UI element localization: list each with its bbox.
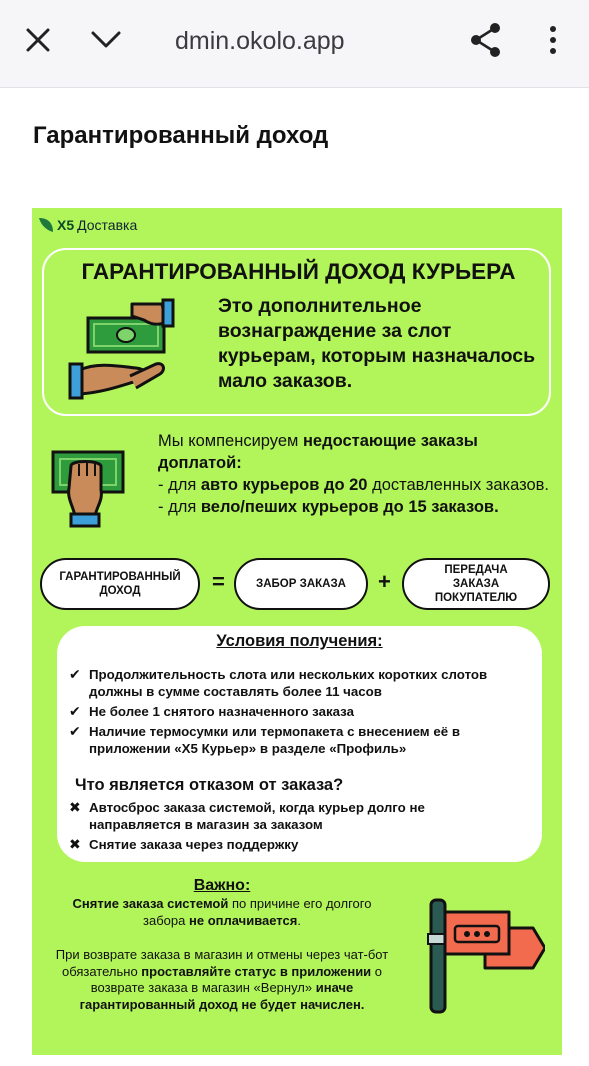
guaranteed-income-poster — [32, 208, 562, 1055]
imp2-d: иначе гарантированный доход не будет начислен. — [79, 980, 365, 1012]
browser-toolbar — [0, 0, 589, 88]
imp1-b: по причине его долгого забора — [143, 896, 372, 928]
comp-line1-b: недостающие заказы доплатой: — [158, 432, 478, 472]
check-icon: ✔ — [69, 723, 81, 739]
refusal-title: Что является отказом от заказа? — [75, 776, 344, 794]
important-title: Важно: — [193, 877, 251, 894]
check-icon: ✔ — [69, 703, 81, 719]
conditions-card — [57, 626, 542, 862]
cross-icon: ✖ — [69, 799, 81, 815]
comp-line3-b: вело/пеших курьеров до 15 заказов. — [200, 498, 499, 516]
important-block — [52, 876, 392, 1013]
condition-item — [69, 723, 529, 757]
comp-line2-a: - для — [158, 476, 201, 494]
imp2-c: о возврате заказа в магазин «Вернул» — [90, 963, 383, 995]
comp-line1-a: Мы компенсируем — [158, 432, 303, 450]
condition-item — [69, 703, 529, 720]
poster-description: Это дополнительное вознаграждение за слот курьерам, которым назначалось мало заказов. — [218, 295, 536, 392]
comp-line2-b: авто курьеров до 20 — [200, 476, 368, 494]
refusal-text: Автосброс заказа системой, когда курьер долго не направляется в магазин за заказом — [89, 800, 425, 832]
conditions-title: Условия получения: — [216, 632, 383, 650]
refusal-text: Снятие заказа через поддержку — [89, 837, 299, 852]
cross-icon: ✖ — [69, 836, 81, 852]
condition-item — [69, 666, 529, 700]
condition-text: Продолжительность слота или нескольких коротких слотов должны в сумме составлять более 11 часов — [89, 667, 488, 699]
chevron-down-icon[interactable] — [86, 20, 126, 60]
important-paragraph-1 — [52, 896, 392, 929]
logo-brand: X5 — [57, 217, 75, 233]
close-icon[interactable] — [18, 20, 58, 60]
imp2-b: проставляйте статус в приложении — [141, 963, 372, 979]
condition-text: Не более 1 снятого назначенного заказа — [89, 704, 355, 719]
imp1-d: . — [297, 912, 301, 928]
formula-handover: ПЕРЕДАЧА ЗАКАЗА ПОКУПАТЕЛЮ — [402, 558, 550, 610]
formula-equals: = — [212, 569, 225, 594]
imp1-a: Снятие заказа системой — [72, 896, 229, 911]
important-paragraph-2 — [52, 947, 392, 1013]
formula-plus: + — [378, 569, 391, 594]
leaf-logo-icon — [38, 216, 54, 234]
flag-icon — [425, 896, 545, 1016]
imp2-a: При возврате заказа в магазин и отмены через чат-бот обязательно — [55, 947, 389, 979]
check-icon: ✔ — [69, 666, 81, 682]
formula-pickup: ЗАБОР ЗАКАЗА — [234, 558, 368, 610]
imp1-c: не оплачивается — [189, 912, 298, 928]
x5-logo — [38, 216, 137, 234]
money-hands-icon — [66, 296, 176, 406]
logo-name: Доставка — [77, 217, 138, 233]
condition-text: Наличие термосумки или термопакета с внесением её в приложении «X5 Курьер» в разделе «Профиль» — [89, 724, 460, 756]
url-text[interactable]: dmin.okolo.app — [175, 27, 345, 55]
refusal-item — [69, 799, 509, 833]
hand-cash-icon — [49, 446, 127, 528]
page-title: Гарантированный доход — [33, 122, 329, 149]
share-icon[interactable] — [466, 20, 506, 60]
income-formula — [32, 554, 562, 614]
definition-card — [42, 248, 551, 416]
comp-line3-a: - для — [158, 498, 201, 516]
compensation-text — [158, 430, 553, 518]
formula-guaranteed-income: ГАРАНТИРОВАННЫЙ ДОХОД — [40, 558, 200, 610]
comp-line2-c: доставленных заказов. — [367, 476, 550, 494]
refusal-item — [69, 836, 509, 853]
more-menu-icon[interactable] — [533, 20, 573, 60]
poster-headline: ГАРАНТИРОВАННЫЙ ДОХОД КУРЬЕРА — [81, 259, 516, 284]
